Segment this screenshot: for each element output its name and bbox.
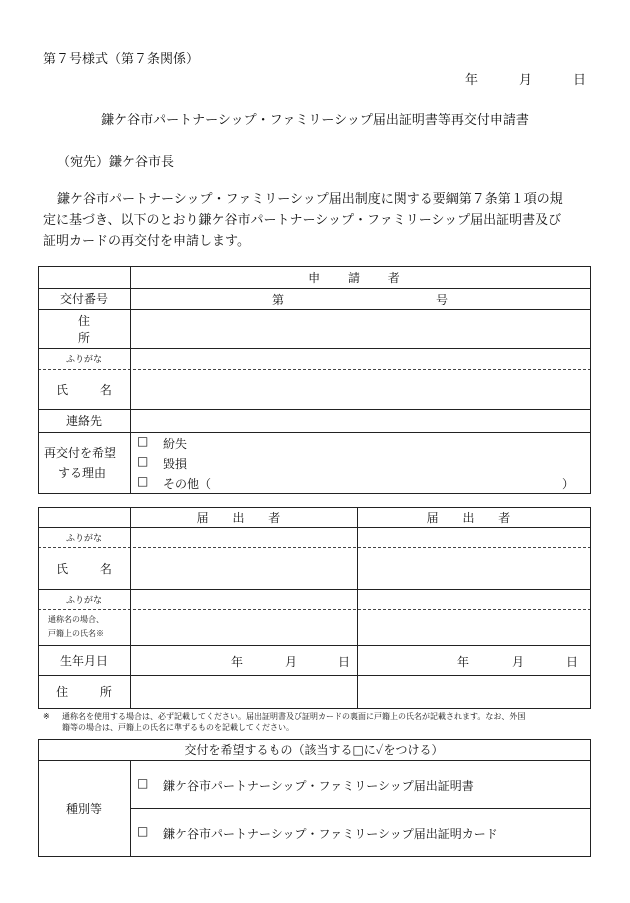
issue-number-suffix: 号 — [436, 293, 449, 307]
date-month-label: 月 — [519, 73, 533, 88]
form-number: 第７号様式（第７条関係） — [43, 52, 200, 67]
issue-number-prefix: 第 — [272, 293, 285, 307]
reason-other-checkbox[interactable]: □ — [137, 474, 149, 488]
issue-number-label: 交付番号 — [59, 292, 108, 306]
request-header: 交付を希望するもの（該当する□に✓をつける） — [184, 743, 444, 757]
notifier-name-label: 氏 名 — [56, 561, 126, 576]
address-label: 住 所 — [77, 313, 108, 345]
contact-field[interactable] — [131, 410, 589, 431]
notifier-2-address-field[interactable] — [358, 676, 589, 707]
notifier-2-legal-name-field[interactable] — [358, 610, 589, 644]
card-checkbox[interactable]: □ — [137, 824, 149, 838]
notifier-1-name-field[interactable] — [131, 548, 356, 588]
certificate-option-label: 鎌ケ谷市パートナーシップ・ファミリーシップ届出証明書 — [163, 779, 474, 793]
reason-damaged-label: 毀損 — [163, 457, 188, 471]
reason-other-field[interactable] — [218, 474, 558, 491]
notifier-address-label: 住 所 — [56, 685, 126, 699]
notifier-1-alias-furigana-field[interactable] — [131, 590, 356, 608]
notifier-1-birth-month: 月 — [285, 655, 298, 669]
name-field[interactable] — [131, 370, 589, 408]
reason-lost-label: 紛失 — [163, 437, 188, 451]
reason-label-line-1: 再交付を希望 — [44, 446, 117, 460]
intro-line-1: 鎌ケ谷市パートナーシップ・ファミリーシップ届出制度に関する要綱第７条第１項の規 — [57, 192, 563, 207]
date-day-label: 日 — [573, 73, 587, 88]
notifier-1-birth-year: 年 — [231, 655, 244, 669]
type-label: 種別等 — [65, 801, 102, 816]
reason-other-close: ） — [562, 477, 575, 491]
notifier-2-name-field[interactable] — [358, 548, 589, 588]
card-option-label: 鎌ケ谷市パートナーシップ・ファミリーシップ届出証明カード — [163, 827, 498, 841]
alias-label-line-1: 通称名の場合、 — [48, 615, 104, 624]
reason-damaged-checkbox[interactable]: □ — [137, 454, 149, 468]
document-title: 鎌ケ谷市パートナーシップ・ファミリーシップ届出証明書等再交付申請書 — [101, 113, 529, 128]
notifier-furigana-label: ふりがな — [65, 533, 102, 544]
notifier-1-address-field[interactable] — [131, 676, 356, 707]
furigana-label: ふりがな — [65, 355, 102, 365]
note-line-1: 通称名を使用する場合は、必ず記載してください。届出証明書及び証明カードの裏面に戸籍上の氏名が記載されます。なお、外国 — [62, 712, 526, 721]
address-field[interactable] — [131, 310, 589, 347]
certificate-checkbox[interactable]: □ — [137, 776, 149, 790]
reason-other-label: その他（ — [163, 477, 212, 491]
alias-label-line-2: 戸籍上の氏名※ — [48, 629, 104, 638]
notifier-1-legal-name-field[interactable] — [131, 610, 356, 644]
reason-lost-checkbox[interactable]: □ — [137, 434, 149, 448]
notifier-2-furigana-field[interactable] — [358, 528, 589, 546]
intro-line-3: 証明カードの再交付を申請します。 — [43, 234, 250, 249]
notifier-2-header: 届 出 者 — [426, 510, 521, 525]
furigana-field[interactable] — [131, 349, 589, 368]
issue-number-field[interactable] — [131, 289, 589, 308]
notifier-1-header: 届 出 者 — [196, 510, 291, 525]
note-line-2: 籍等の場合は、戸籍上の氏名に準ずるものを記載してください。 — [62, 723, 294, 732]
addressee: （宛先）鎌ケ谷市長 — [57, 155, 175, 170]
notifier-2-birth-day: 日 — [566, 655, 579, 669]
birthdate-label: 生年月日 — [59, 653, 108, 668]
name-label: 氏 名 — [56, 382, 126, 397]
applicant-header: 申 請 者 — [308, 270, 412, 285]
notifier-1-furigana-field[interactable] — [131, 528, 356, 546]
notifier-2-alias-furigana-field[interactable] — [358, 590, 589, 608]
date-year-label: 年 — [465, 73, 479, 88]
notifier-alias-furigana-label: ふりがな — [65, 595, 102, 606]
notifier-2-birth-year: 年 — [457, 655, 470, 669]
intro-line-2: 定に基づき、以下のとおり鎌ケ谷市パートナーシップ・ファミリーシップ届出証明書及び — [43, 213, 562, 228]
notifier-2-birth-month: 月 — [512, 655, 525, 669]
contact-label: 連絡先 — [65, 414, 102, 428]
reason-label-line-2: する理由 — [58, 466, 107, 480]
notifier-1-birth-day: 日 — [338, 655, 351, 669]
note-mark: ※ — [43, 712, 50, 721]
